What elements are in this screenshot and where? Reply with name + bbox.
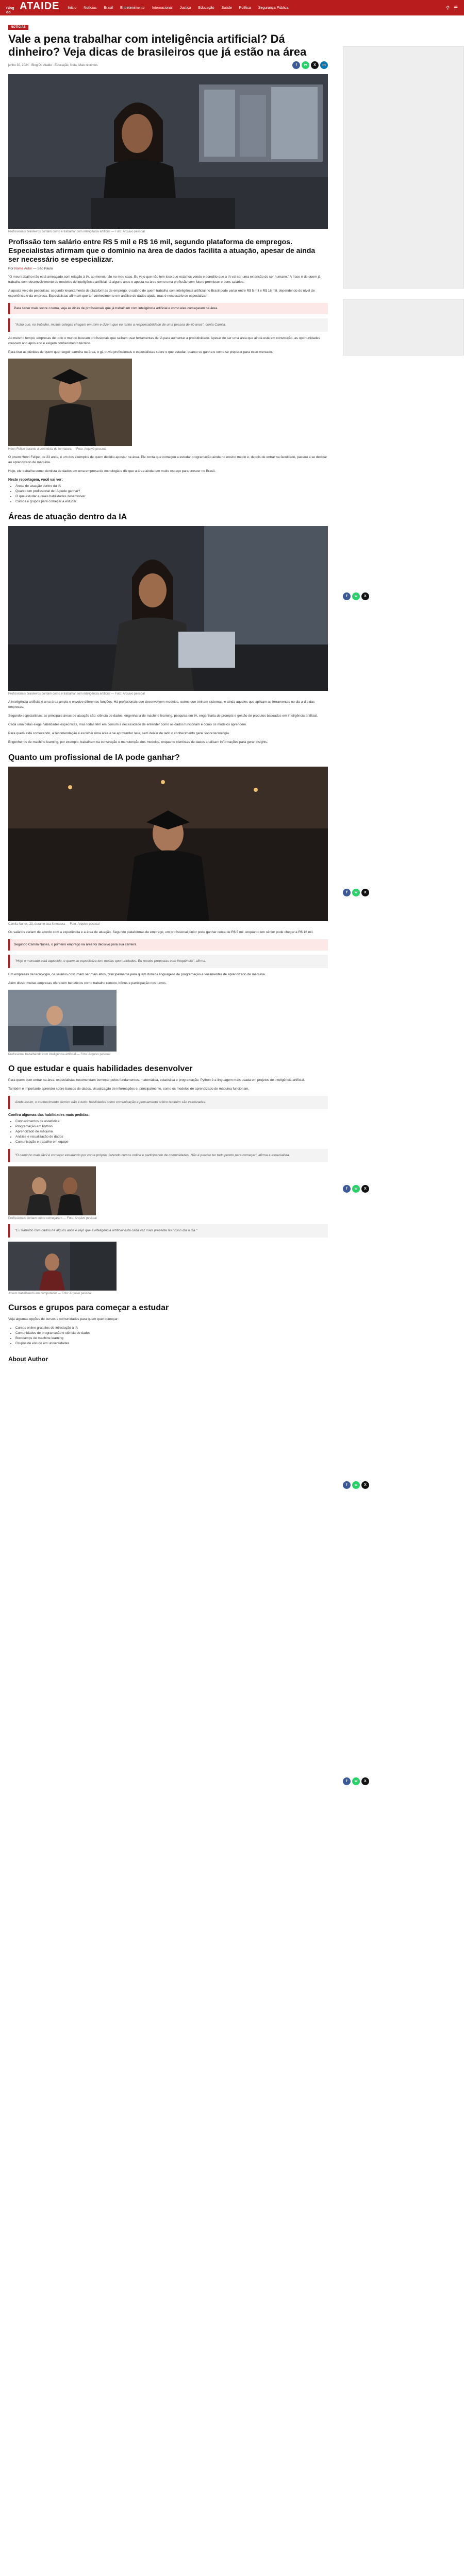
facebook-icon[interactable]: f xyxy=(292,61,300,69)
sidebar-share xyxy=(343,1481,464,1489)
blockquote: "Hoje o mercado está aquecido, e quem se especializa tem muitas oportunidades. Eu recebo propostas com frequência", afirma. xyxy=(8,955,328,968)
logo-small-text: Blog do xyxy=(6,7,14,14)
sidebar-ad[interactable] xyxy=(343,46,464,289)
list-item: • Conhecimentos de estatística xyxy=(15,1119,328,1124)
article-image xyxy=(8,359,132,446)
x-icon[interactable]: X xyxy=(361,889,369,896)
x-icon[interactable]: X xyxy=(361,1481,369,1489)
section-heading: Cursos e grupos para começar a estudar xyxy=(8,1303,169,1312)
article-image xyxy=(8,1166,96,1215)
list-item[interactable]: • Quanto um profissional de IA pode ganhar? xyxy=(15,489,328,494)
byline-suffix: — São Paulo xyxy=(32,267,53,270)
blockquote: "Eu trabalho com dados há alguns anos e vejo que a inteligência artificial está cada vez mais presente no nosso dia a dia." xyxy=(8,1224,328,1238)
paragraph: Além disso, muitas empresas oferecem benefícios como trabalho remoto, bônus e participação nos lucros. xyxy=(8,981,167,985)
image-caption: Henri Felipe durante a cerimônia de formatura — Foto: Arquivo pessoal xyxy=(8,448,106,451)
whatsapp-icon[interactable]: w xyxy=(352,1185,360,1193)
list-item[interactable]: • Áreas de atuação dentro da IA xyxy=(15,484,328,489)
nav-item[interactable]: Saúde xyxy=(221,6,232,10)
share-buttons xyxy=(292,61,328,69)
nav-item[interactable]: Justiça xyxy=(179,6,191,10)
skills-list xyxy=(15,1119,328,1145)
whatsapp-icon[interactable]: w xyxy=(352,592,360,600)
paragraph: Segundo especialistas, as principais áreas de atuação são: ciência de dados, engenharia de machine learning, pesquisa em IA, engenharia de prompts e gestão de produtos baseados em inteligência artificial. xyxy=(8,714,318,718)
section-heading: O que estudar e quais habilidades desenvolver xyxy=(8,1064,193,1073)
nav-item[interactable]: Início xyxy=(68,6,77,10)
list-item: • Grupos de estudo em universidades xyxy=(15,1341,328,1346)
list-item: • Análise e visualização de dados xyxy=(15,1134,328,1140)
paragraph: A aposta veio de pesquisas: segundo levantamento de plataformas de emprego, o salário de quem trabalha com inteligência artificial no Brasil pode variar entre R$ 5 mil e R$ 16 mil, dependendo do nível de experiência e da empresa. Especialistas afirmam que ter conhecimento em análise de dados ajuda, mas é necessário se especializar. xyxy=(8,289,315,298)
site-logo[interactable] xyxy=(6,1,59,15)
section-heading: Quanto um profissional de IA pode ganhar? xyxy=(8,753,180,762)
x-icon[interactable]: X xyxy=(361,1777,369,1785)
list-item: • Comunicação e trabalho em equipe xyxy=(15,1140,328,1145)
author-link[interactable]: Nome Autor xyxy=(14,267,32,270)
image-caption: Profissionais brasileiros contam como é trabalhar com inteligência artificial — Foto: Arquivo pessoal xyxy=(8,230,145,233)
list-item: • Bootcamps de machine learning xyxy=(15,1336,328,1341)
nav-item[interactable]: Notícias xyxy=(84,6,97,10)
facebook-icon[interactable]: f xyxy=(343,1185,351,1193)
paragraph: Para quem quer entrar na área, especialistas recomendam começar pelos fundamentos: matemática, estatística e programação. Python é a linguagem mais usada em projetos de inteligência artificial. xyxy=(8,1078,305,1082)
nav-item[interactable]: Educação xyxy=(198,6,214,10)
facebook-icon[interactable]: f xyxy=(343,889,351,896)
x-icon[interactable]: X xyxy=(361,1185,369,1193)
logo-text: ATAIDE xyxy=(20,1,60,12)
search-icon[interactable]: ⚲ xyxy=(446,5,450,10)
paragraph: Para quem está começando, a recomendação é escolher uma área e se aprofundar nela, sem deixar de lado o conhecimento geral sobre tecnologia. xyxy=(8,732,230,735)
paragraph: Cada uma delas exige habilidades específicas, mas todas têm em comum a necessidade de entender como os dados funcionam e como os modelos aprendem. xyxy=(8,723,247,726)
article-image xyxy=(8,1242,117,1291)
paragraph: Para tirar as dúvidas de quem quer seguir carreira na área, o g1 ouviu profissionais e especialistas sobre o que estudar, quanto se ganha e como se preparar para esse mercado. xyxy=(8,350,273,354)
topics-list xyxy=(15,484,328,504)
sidebar-share xyxy=(343,1777,464,1785)
top-navigation-bar xyxy=(0,0,464,15)
sidebar-share xyxy=(343,592,464,600)
article-image xyxy=(8,526,328,691)
article-title: Vale a pena trabalhar com inteligência artificial? Dá dinheiro? Veja dicas de brasileiros que já estão na área xyxy=(8,32,307,58)
article-meta: junho 30, 2024 · Blog Do Ataide · Educação, Nota, Mais recentes xyxy=(8,63,98,67)
image-caption: Jovem trabalhando em computador — Foto: Arquivo pessoal xyxy=(8,1292,92,1295)
list-item: • Comunidades de programação e ciência de dados xyxy=(15,1331,328,1336)
facebook-icon[interactable]: f xyxy=(343,592,351,600)
x-icon[interactable]: X xyxy=(361,592,369,600)
paragraph: Ao mesmo tempo, empresas de todo o mundo buscam profissionais que saibam usar ferramentas de IA para aumentar a produtividade. Apesar de ser uma área que ainda está em construção, as oportunidades crescem ano após ano e exigem conhecimento técnico. xyxy=(8,336,320,345)
paragraph: Veja algumas opções de cursos e comunidades para quem quer começar: xyxy=(8,1317,119,1321)
article-main xyxy=(8,15,328,1789)
hero-image xyxy=(8,74,328,229)
paragraph: Engenheiros de machine learning, por exemplo, trabalham na construção e manutenção dos modelos, enquanto cientistas de dados analisam informações para gerar insights. xyxy=(8,740,268,744)
skills-title: Confira algumas das habilidades mais pedidas: xyxy=(8,1113,90,1117)
article-image xyxy=(8,990,117,1052)
paragraph: Hoje, ele trabalha como cientista de dados em uma empresa de tecnologia e diz que a área ainda tem muito espaço para crescer no Brasil. xyxy=(8,469,216,473)
blockquote: "Acho que, no trabalho, muitos colegas chegam em mim e dizem que eu tenho a responsabilidade de uma pessoa de 40 anos", conta Camila. xyxy=(8,318,328,332)
nav-item[interactable]: Entretenimento xyxy=(120,6,145,10)
facebook-icon[interactable]: f xyxy=(343,1777,351,1785)
x-icon[interactable]: X xyxy=(311,61,319,69)
paragraph: Os salários variam de acordo com a experiência e a área de atuação. Segundo plataformas de emprego, um profissional júnior pode ganhar cerca de R$ 5 mil, enquanto um sênior pode chegar a R$ 16 mil. xyxy=(8,930,313,934)
byline-prefix: Por xyxy=(8,267,14,270)
paragraph: Também é importante aprender sobre bancos de dados, visualização de informações e, principalmente, como os modelos de aprendizado de máquina funcionam. xyxy=(8,1087,250,1091)
menu-icon[interactable]: ☰ xyxy=(453,5,458,10)
list-item[interactable]: • Cursos e grupos para começar a estudar xyxy=(15,499,328,504)
byline xyxy=(8,267,328,270)
linkedin-icon[interactable]: in xyxy=(320,61,328,69)
topics-title: Neste reportagem, você vai ver: xyxy=(8,478,63,482)
blockquote: Ainda assim, o conhecimento técnico não é tudo: habilidades como comunicação e pensamento crítico também são valorizadas. xyxy=(8,1096,328,1109)
nav-item[interactable]: Internacional xyxy=(152,6,173,10)
whatsapp-icon[interactable]: w xyxy=(352,1777,360,1785)
sidebar-share xyxy=(343,889,464,896)
image-caption: Profissional trabalhando com inteligência artificial — Foto: Arquivo pessoal xyxy=(8,1053,111,1056)
about-author-heading: About Author xyxy=(8,1355,48,1363)
list-item: • Programação em Python xyxy=(15,1124,328,1129)
whatsapp-icon[interactable]: w xyxy=(352,1481,360,1489)
paragraph: Em empresas de tecnologia, os salários costumam ser mais altos, principalmente para quem domina linguagens de programação e ferramentas de aprendizado de máquina. xyxy=(8,973,266,976)
paragraph: O jovem Henri Felipe, de 23 anos, é um dos exemplos de quem decidiu apostar na área. Ele conta que começou a estudar programação ainda no ensino médio e, depois de entrar na faculdade, passou a se dedicar ao aprendizado de máquina. xyxy=(8,455,327,464)
highlight-box: Segundo Camila Nunes, o primeiro emprego na área foi decisivo para sua carreira. xyxy=(8,939,328,951)
nav-item[interactable]: Segurança Pública xyxy=(258,6,289,10)
section-heading: Áreas de atuação dentro da IA xyxy=(8,513,127,521)
image-caption: Camila Nunes, 23, durante sua formatura — Foto: Arquivo pessoal xyxy=(8,923,100,926)
list-item: • Aprendizado de máquina xyxy=(15,1129,328,1134)
list-item: • Cursos online gratuitos de introdução à IA xyxy=(15,1326,328,1331)
paragraph: A inteligência artificial é uma área ampla e envolve diferentes funções. Há profissionais que desenvolvem modelos, outros que treinam sistemas, e ainda aqueles que aplicam as ferramentas no dia a dia das empresas. xyxy=(8,700,315,709)
sidebar xyxy=(343,15,464,1789)
facebook-icon[interactable]: f xyxy=(343,1481,351,1489)
paragraph: "O meu trabalho não está ameaçado com relação à IA, ao menos não no meu caso. Eu vejo que não tem isso que estamos vendo e acredito que a IA vai ser uma extensão do ser humano." A frase é de quem já trabalha com desenvolvimento de modelos de inteligência artificial há alguns anos e aposta na área como uma profissão com futuro promissor e bons salários. xyxy=(8,275,321,284)
whatsapp-icon[interactable]: w xyxy=(352,889,360,896)
highlight-box: Para saber mais sobre o tema, veja as dicas de profissionais que já trabalham com inteligência artificial e como eles começaram na área. xyxy=(8,303,328,314)
image-caption: Profissionais brasileiros contam como é trabalhar com inteligência artificial — Foto: Arquivo pessoal xyxy=(8,692,145,696)
main-nav xyxy=(68,6,446,10)
image-caption: Profissionais contam como começaram — Foto: Arquivo pessoal xyxy=(8,1217,97,1220)
article-image xyxy=(8,767,328,921)
courses-list xyxy=(15,1326,328,1346)
list-item[interactable]: • O que estudar e quais habilidades desenvolver xyxy=(15,494,328,499)
blockquote: "O caminho mais fácil é começar estudando por conta própria, fazendo cursos online e participando de comunidades. Não é preciso ter tudo pronto para começar", afirma a especialista. xyxy=(8,1149,328,1162)
category-badge[interactable]: NOTÍCIAS xyxy=(8,25,28,30)
sidebar-ad[interactable] xyxy=(343,299,464,355)
nav-item[interactable]: Política xyxy=(239,6,251,10)
sidebar-share xyxy=(343,1185,464,1193)
article-lead: Profissão tem salário entre R$ 5 mil e R$ 16 mil, segundo plataforma de empregos. Especialistas afirmam que o domínio na área de dados facilita a atuação, apesar de ainda ser necessário se especializar. xyxy=(8,238,316,263)
nav-item[interactable]: Brasil xyxy=(104,6,113,10)
whatsapp-icon[interactable]: w xyxy=(302,61,309,69)
